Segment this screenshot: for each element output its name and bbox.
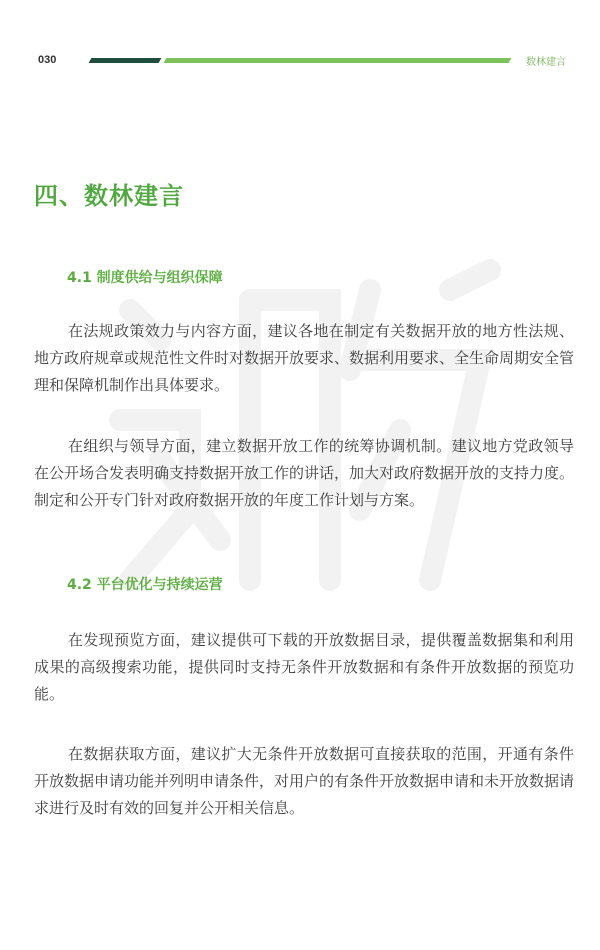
header-bar-dark <box>89 58 162 63</box>
header-bar-green <box>164 58 512 63</box>
page-header <box>0 0 600 80</box>
paragraph: 在数据获取方面，建议扩大无条件开放数据可直接获取的范围，开通有条件开放数据申请功能并列明申请条件，对用户的有条件开放数据申请和未开放数据请求进行及时有效的回复并公开相关信息。 <box>34 745 575 817</box>
page-number: 030 <box>38 54 57 66</box>
paragraph: 在组织与领导方面，建立数据开放工作的统筹协调机制。建议地方党政领导在公开场合发表明确支持数据开放工作的讲话，加大对政府数据开放的支持力度。制定和公开专门针对政府数据开放的年度工作计划与方案。 <box>34 437 575 509</box>
section-title: 4.1 制度供给与组织保障 <box>67 270 223 286</box>
paragraph: 在发现预览方面，建议提供可下载的开放数据目录，提供覆盖数据集和利用成果的高级搜索功能，提供同时支持无条件开放数据和有条件开放数据的预览功能。 <box>34 631 574 703</box>
chapter-title: 四、数林建言 <box>34 182 184 210</box>
section-title: 4.2 平台优化与持续运营 <box>67 577 223 593</box>
header-title: 数林建言 <box>526 57 566 68</box>
paragraph: 在法规政策效力与内容方面，建议各地在制定有关数据开放的地方性法规、 地方政府规章或规范性文件时对数据开放要求、数据利用要求、全生命周期安全管理和保障机制作出具体要求。 <box>34 322 575 394</box>
